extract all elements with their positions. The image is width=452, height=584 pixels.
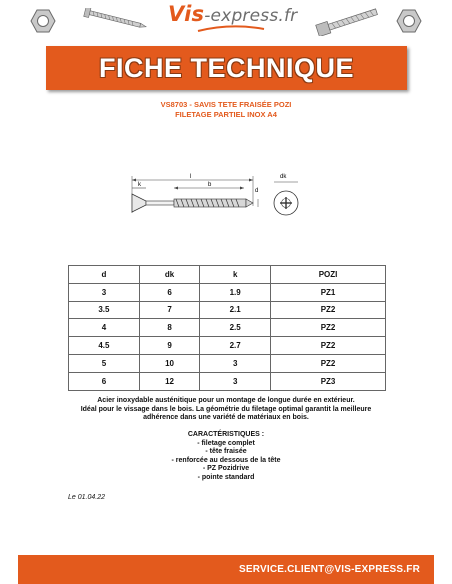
table-cell: 10 [139,354,199,372]
table-row [69,319,386,337]
dim-label-k: k [138,182,141,188]
table-cell: 3 [200,372,271,390]
title-banner [46,46,407,90]
dim-label-dk: dk [280,174,287,180]
table-header-row [69,266,386,284]
page-title: FICHE TECHNIQUE [98,53,354,83]
table-cell: PZ2 [271,354,386,372]
table-row [69,337,386,355]
dim-label-d: d [255,188,259,194]
table-row [69,354,386,372]
column-header: d [69,266,140,284]
features-title: CARACTÉRISTIQUES : [187,431,265,438]
column-header: dk [139,266,199,284]
table-cell: 9 [139,337,199,355]
table-row [69,301,386,319]
table-cell: 6 [69,372,140,390]
table-cell: PZ3 [271,372,386,390]
column-header: k [200,266,271,284]
table-row [69,283,386,301]
table-cell: 2.1 [200,301,271,319]
description-line: adhérence dans une variété de matériaux en bois. [143,414,309,422]
logo-main: Vis [168,2,205,26]
feature-item: - renforcée au dessous de la tête [171,456,281,464]
feature-item: - filetage complet [197,439,255,447]
table-cell: 7 [139,301,199,319]
brand-logo [168,2,297,26]
dim-label-l: l [190,174,192,180]
hex-nut-icon [30,8,56,34]
product-reference: VS8703 - SAVIS TETE FRAISÉE POZI [160,100,292,109]
dim-label-b: b [208,182,212,188]
product-variant: FILETAGE PARTIEL INOX A4 [175,110,277,119]
table-cell: 12 [139,372,199,390]
description-line: Acier inoxydable austénitique pour un montage de longue durée en extérieur. [97,397,355,404]
table-row [69,372,386,390]
table-cell: PZ1 [271,283,386,301]
table-cell: PZ2 [271,301,386,319]
footer-bar [18,555,434,584]
table-cell: 6 [139,283,199,301]
logo-accent: -express.fr [204,6,298,26]
hex-nut-icon [396,8,422,34]
table-cell: 3 [69,283,140,301]
header [0,0,452,46]
screw-technical-drawing [110,168,310,228]
description-line: Idéal pour le vissage dans le bois. La géométrie du filetage optimal garantit la meilleure [80,405,372,413]
dimensions-table [68,265,386,391]
service-email-link[interactable]: SERVICE.CLIENT@VIS-EXPRESS.FR [239,564,420,575]
bolt-icon [312,6,384,36]
feature-item: - tête fraisée [205,448,247,456]
document-date: Le 01.04.22 [68,494,105,501]
screw-icon [80,8,150,30]
features-list [40,431,412,483]
table-cell: 8 [139,319,199,337]
feature-item: - pointe standard [197,473,255,481]
table-cell: 5 [69,354,140,372]
table-cell: 3 [200,354,271,372]
column-header: POZI [271,266,386,284]
table-cell: 1.9 [200,283,271,301]
table-cell: 2.7 [200,337,271,355]
table-cell: 3.5 [69,301,140,319]
feature-item: - PZ Pozidrive [202,465,250,473]
product-description [40,397,412,423]
table-cell: PZ2 [271,337,386,355]
table-cell: 4 [69,319,140,337]
logo-swoosh-icon [196,25,266,35]
table-cell: 2.5 [200,319,271,337]
table-cell: PZ2 [271,319,386,337]
table-cell: 4.5 [69,337,140,355]
